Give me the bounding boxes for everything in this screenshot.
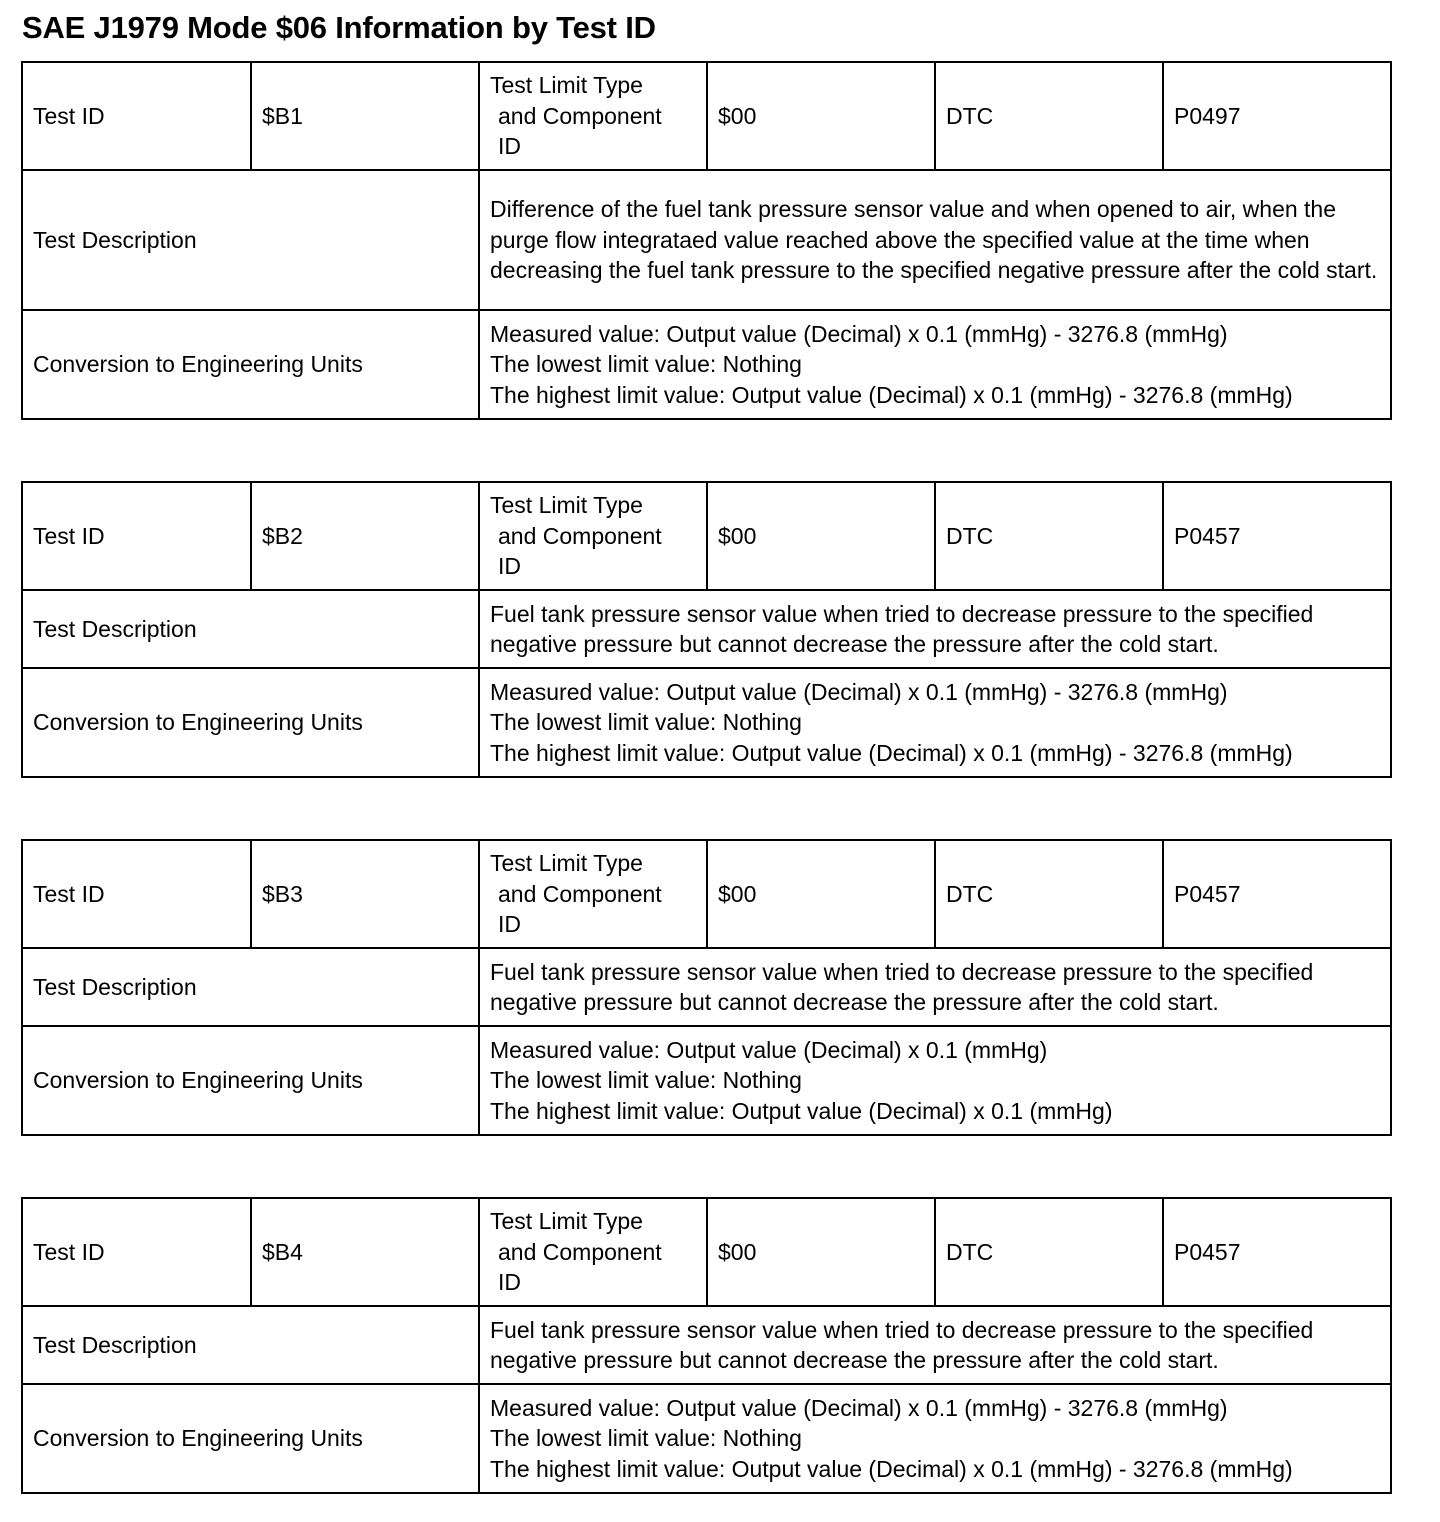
dtc-value: P0457 [1163, 1198, 1391, 1306]
test-description-value: Fuel tank pressure sensor value when tried to decrease pressure to the specified negative pressure but cannot decrease the pressure after the cold start. [479, 948, 1391, 1026]
test-description-row [22, 1306, 1391, 1384]
test-id-label: Test ID [22, 1198, 251, 1306]
test-description-label: Test Description [22, 1306, 479, 1384]
limit-type-value: $00 [707, 840, 935, 948]
conversion-value [479, 1384, 1391, 1493]
test-id-row [22, 482, 1391, 590]
conversion-row [22, 1026, 1391, 1135]
limit-type-value: $00 [707, 62, 935, 170]
test-id-row [22, 1198, 1391, 1306]
lowest-limit-line: The lowest limit value: Nothing [490, 709, 802, 736]
dtc-value: P0457 [1163, 840, 1391, 948]
highest-limit-line: The highest limit value: Output value (Decimal) x 0.1 (mmHg) - 3276.8 (mmHg) [490, 739, 1293, 766]
dtc-value: P0497 [1163, 62, 1391, 170]
limit-type-label: Test Limit Type and Component ID [479, 1198, 707, 1306]
dtc-label: DTC [935, 840, 1163, 948]
conversion-value [479, 1026, 1391, 1135]
test-table-b4 [21, 1197, 1392, 1494]
test-description-label: Test Description [22, 590, 479, 668]
test-description-row [22, 948, 1391, 1026]
test-description-row [22, 170, 1391, 310]
test-description-row [22, 590, 1391, 668]
test-id-value: $B4 [251, 1198, 479, 1306]
measured-value-line: Measured value: Output value (Decimal) x 0.1 (mmHg) - 3276.8 (mmHg) [490, 320, 1228, 347]
lowest-limit-line: The lowest limit value: Nothing [490, 1067, 802, 1094]
measured-value-line: Measured value: Output value (Decimal) x 0.1 (mmHg) - 3276.8 (mmHg) [490, 1394, 1228, 1421]
conversion-value [479, 668, 1391, 777]
test-id-label: Test ID [22, 62, 251, 170]
measured-value-line: Measured value: Output value (Decimal) x 0.1 (mmHg) - 3276.8 (mmHg) [490, 678, 1228, 705]
test-id-label: Test ID [22, 840, 251, 948]
test-table-b2 [21, 481, 1392, 778]
limit-type-value: $00 [707, 1198, 935, 1306]
limit-type-value: $00 [707, 482, 935, 590]
test-id-row [22, 840, 1391, 948]
highest-limit-line: The highest limit value: Output value (Decimal) x 0.1 (mmHg) - 3276.8 (mmHg) [490, 1455, 1293, 1482]
limit-type-label: Test Limit Type and Component ID [479, 840, 707, 948]
limit-type-label: Test Limit Type and Component ID [479, 62, 707, 170]
conversion-row [22, 668, 1391, 777]
test-id-value: $B1 [251, 62, 479, 170]
dtc-label: DTC [935, 482, 1163, 590]
test-id-value: $B2 [251, 482, 479, 590]
lowest-limit-line: The lowest limit value: Nothing [490, 1425, 802, 1452]
conversion-label: Conversion to Engineering Units [22, 1026, 479, 1135]
lowest-limit-line: The lowest limit value: Nothing [490, 351, 802, 378]
page-title: SAE J1979 Mode $06 Information by Test ID [22, 10, 656, 45]
test-table-b3 [21, 839, 1392, 1136]
test-id-label: Test ID [22, 482, 251, 590]
test-description-value: Fuel tank pressure sensor value when tried to decrease pressure to the specified negative pressure but cannot decrease the pressure after the cold start. [479, 590, 1391, 668]
conversion-label: Conversion to Engineering Units [22, 1384, 479, 1493]
conversion-label: Conversion to Engineering Units [22, 668, 479, 777]
conversion-label: Conversion to Engineering Units [22, 310, 479, 419]
dtc-value: P0457 [1163, 482, 1391, 590]
conversion-row [22, 310, 1391, 419]
limit-type-label: Test Limit Type and Component ID [479, 482, 707, 590]
test-description-label: Test Description [22, 170, 479, 310]
conversion-row [22, 1384, 1391, 1493]
highest-limit-line: The highest limit value: Output value (Decimal) x 0.1 (mmHg) - 3276.8 (mmHg) [490, 381, 1293, 408]
test-id-row [22, 62, 1391, 170]
dtc-label: DTC [935, 1198, 1163, 1306]
test-id-value: $B3 [251, 840, 479, 948]
conversion-value [479, 310, 1391, 419]
dtc-label: DTC [935, 62, 1163, 170]
measured-value-line: Measured value: Output value (Decimal) x 0.1 (mmHg) [490, 1036, 1048, 1063]
test-description-value: Difference of the fuel tank pressure sensor value and when opened to air, when the purge flow integrataed value reached above the specified value at the time when decreasing the fuel tank pressure to the specified negative pressure after the cold start. [479, 170, 1391, 310]
test-description-value: Fuel tank pressure sensor value when tried to decrease pressure to the specified negative pressure but cannot decrease the pressure after the cold start. [479, 1306, 1391, 1384]
highest-limit-line: The highest limit value: Output value (Decimal) x 0.1 (mmHg) [490, 1097, 1113, 1124]
test-description-label: Test Description [22, 948, 479, 1026]
test-table-b1 [21, 61, 1392, 420]
